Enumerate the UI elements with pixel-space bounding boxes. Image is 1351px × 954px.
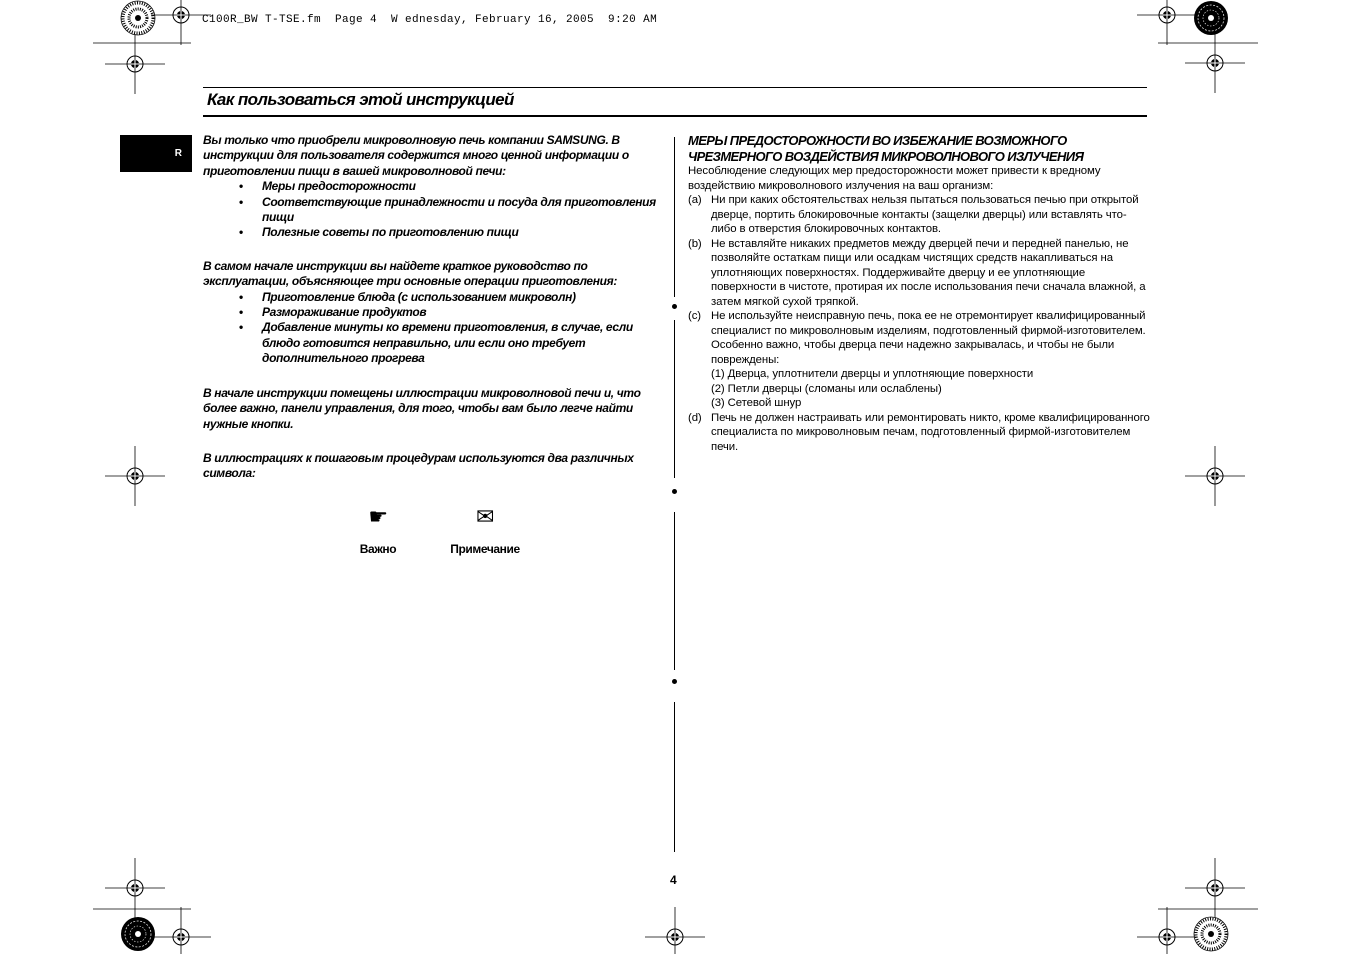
safety-heading: МЕРЫ ПРЕДОСТОРОЖНОСТИ ВО ИЗБЕЖАНИЕ ВОЗМОЖНОГО ЧРЕЗМЕРНОГО ВОЗДЕЙСТВИЯ МИКРОВОЛНОВОГО ИЗЛУЧЕНИЯ <box>688 133 1084 164</box>
safety-item-c <box>688 309 1150 411</box>
item-c-sub: (3) Сетевой шнур <box>711 397 802 409</box>
item-c-sub: (2) Петли дверцы (сломаны или ослаблены) <box>711 382 942 395</box>
intro-paragraph: Вы только что приобрели микроволновую печь компании SAMSUNG. В инструкции для пользователя содержится много ценной информации о приготовлении пищи в вашей микроволновой печи: <box>203 133 629 178</box>
note-symbol <box>445 504 525 556</box>
item-text: Печь не должен настраивать или ремонтировать никто, кроме квалифицированного специалиста по микроволновым печам, подготовленный фирмой-изготовителем печи. <box>711 411 1150 453</box>
title-rule-top <box>203 87 1147 88</box>
divider-dot <box>672 304 677 309</box>
item-text: Не используйте неисправную печь, пока ее не отремонтирует квалифицированный специалист по микроволновым изделиям, подготовленный фирмой-изготовителем. <box>711 310 1146 337</box>
intro-list <box>203 179 663 241</box>
item-c-sub: (1) Дверца, уплотнители дверцы и уплотняющие поверхности <box>711 368 1034 380</box>
important-symbol <box>350 504 406 556</box>
page-number: 4 <box>670 873 677 887</box>
illustrations-paragraph: В начале инструкции помещены иллюстрации микроволновой печи и, что более важно, панели управления, для того, чтобы вам было легче найти нужные кнопки. <box>203 385 641 431</box>
divider-dot <box>672 489 677 494</box>
title-rule-bottom <box>203 115 1147 117</box>
list-item: • Полезные советы по приготовлению пищи <box>203 225 663 240</box>
important-label: Важно <box>359 542 397 556</box>
column-divider <box>674 320 675 478</box>
symbols-paragraph: В иллюстрациях к пошаговым процедурам используются два различных символа: <box>203 450 634 481</box>
item-label: (c) <box>688 310 701 322</box>
list-item: • Меры предосторожности <box>203 179 663 194</box>
note-label: Примечание <box>450 542 520 556</box>
safety-item-a <box>688 193 1150 237</box>
column-divider <box>674 137 675 297</box>
item-label: (b) <box>688 237 702 250</box>
list-item: • Размораживание продуктов <box>203 305 663 320</box>
quick-guide-list <box>203 290 663 367</box>
safety-item-d <box>688 411 1150 455</box>
list-item: • Приготовление блюда (с использованием микроволн) <box>203 290 663 305</box>
page-title: Как пользоваться этой инструкцией <box>207 90 514 109</box>
left-column <box>203 133 663 482</box>
item-label: (d) <box>688 411 702 424</box>
column-divider <box>674 702 675 852</box>
language-tab-label: R <box>174 148 182 159</box>
divider-dot <box>672 679 677 684</box>
language-tab <box>120 135 192 172</box>
item-label: (a) <box>688 194 702 206</box>
quick-guide-paragraph: В самом начале инструкции вы найдете краткое руководство по эксплуатации, объясняющее три основные операции приготовления: <box>203 258 617 289</box>
safety-item-b <box>688 237 1150 310</box>
item-text: Не вставляйте никаких предметов между дверцей печи и передней панелью, не позволяйте остаткам пищи или осадкам чистящих средств накапливаться на уплотняющих поверхностях. Поддерживайте дверцу и ее уплотняющие поверхности в чистоте, протирая их после использования печи сначала влажной, а затем мягкой сухой тряпкой. <box>711 237 1146 308</box>
safety-intro: Несоблюдение следующих мер предосторожности может привести к вредному воздействию микроволнового излучения на ваш организм: <box>688 165 1101 192</box>
right-column <box>688 133 1150 454</box>
item-text: Ни при каких обстоятельствах нельзя пытаться пользоваться печью при открытой дверце, портить блокировочные контакты (защелки дверцы) или вставлять что-либо в отверстия блокировочных контактов. <box>711 194 1139 235</box>
pointing-hand-icon: ☛ <box>368 504 388 529</box>
file-header: C100R_BW T-TSE.fm Page 4 W ednesday, February 16, 2005 9:20 AM <box>202 14 658 26</box>
list-item: • Соответствующие принадлежности и посуда для приготовления пищи <box>203 195 663 226</box>
list-item: • Добавление минуты ко времени приготовления, в случае, если блюдо готовится неправильно, или если оно требует дополнительного прогрева <box>203 320 663 366</box>
column-divider <box>674 512 675 670</box>
item-c-note: Особенно важно, чтобы дверца печи надежно закрывалась, и чтобы не были повреждены: <box>711 339 1115 366</box>
symbols-legend <box>340 504 560 574</box>
envelope-icon: ✉ <box>475 504 495 529</box>
